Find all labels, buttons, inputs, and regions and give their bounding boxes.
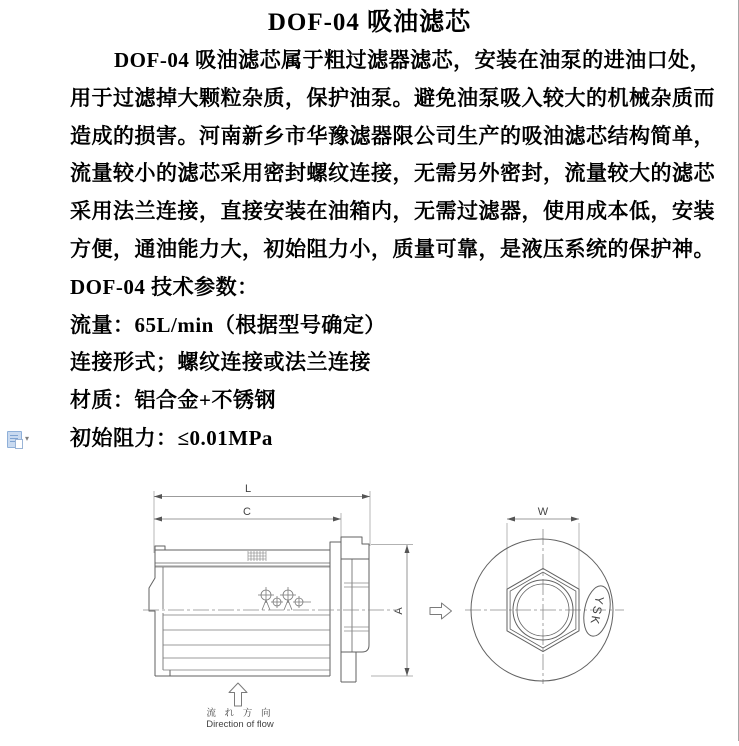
body-text	[70, 42, 715, 458]
dim-label-C: C	[243, 506, 251, 518]
knurl-mark	[248, 551, 266, 561]
brand-label: YSK	[587, 594, 607, 628]
dim-label-A: A	[393, 607, 405, 615]
dim-label-L: L	[244, 483, 252, 495]
spec-item-connection: 连接形式；螺纹连接或法兰连接	[70, 350, 371, 375]
paste-clipboard-icon	[7, 431, 22, 448]
dim-label-W: W	[537, 506, 549, 518]
weld-symbols	[258, 587, 311, 610]
paragraph-line: 造成的损害。河南新乡市华豫滤器限公司生产的吸油滤芯结构简单，	[70, 123, 715, 148]
dimension-lines	[154, 491, 579, 676]
paste-options-button[interactable]	[7, 429, 41, 449]
page-title: DOF-04 吸油滤芯	[267, 9, 472, 36]
spec-item-material: 材质：铝合金+不锈钢	[70, 388, 276, 413]
paragraph-line: 采用法兰连接，直接安装在油箱内，无需过滤器，使用成本低，安装	[70, 199, 715, 224]
flow-up-arrow-icon	[229, 683, 247, 706]
flow-caption-jp: 流 れ 方 向	[206, 708, 274, 719]
technical-drawing	[140, 480, 640, 741]
dropdown-caret-icon: ▾	[25, 434, 30, 443]
flow-right-arrow-icon	[430, 603, 452, 619]
technical-drawing-svg	[140, 480, 640, 741]
paragraph-line: 用于过滤掉大颗粒杂质，保护油泵。避免油泵吸入较大的机械杂质而	[70, 85, 715, 110]
spec-item-initial-resistance: 初始阻力：≤0.01MPa	[70, 425, 273, 450]
paragraph-line: 流量较小的滤芯采用密封螺纹连接，无需另外密封，流量较大的滤芯	[70, 161, 715, 186]
spec-item-flow: 流量：65L/min（根据型号确定）	[70, 312, 386, 337]
specs-heading: DOF-04 技术参数：	[70, 274, 259, 299]
flow-caption-en: Direction of flow	[206, 719, 274, 730]
paragraph-line: DOF-04 吸油滤芯属于粗过滤器滤芯，安装在油泵的进油口处，	[114, 48, 712, 72]
paragraph-line: 方便，通油能力大，初始阻力小，质量可靠，是液压系统的保护神。	[70, 236, 715, 261]
side-view	[143, 537, 398, 682]
